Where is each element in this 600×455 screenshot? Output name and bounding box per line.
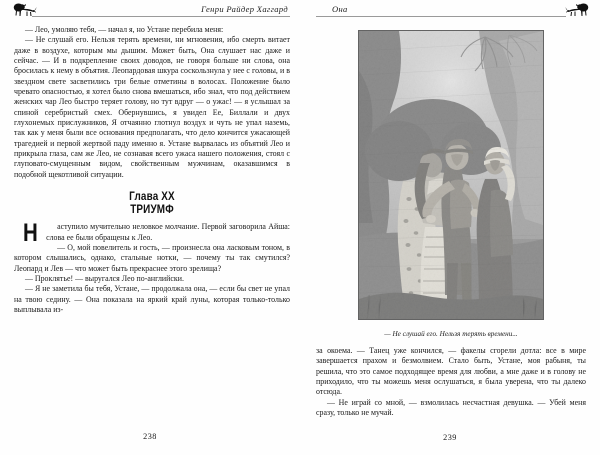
paragraph: — Проклятье! — выругался Лео по-английски.	[25, 274, 184, 284]
header-rule	[316, 16, 566, 17]
paragraph: — Я не заметила бы тебя, Устане, — продолжала она, — если бы свет не упал на твою седину. — Она показала на яркий край луны, которая только-только выплывала из-	[14, 284, 290, 315]
chapter-heading	[14, 191, 290, 216]
running-head-title: Генри Райдер Хаггард	[201, 4, 288, 14]
paragraph-text: аступило мучительно неловкое молчание. Первой заговорила Айша: слова ее были обращены к Лео.	[46, 222, 290, 242]
paragraph: — Не слушай его. Нельзя терять времени, ни мгновения, ибо смерть витает даже в воздухе, которым мы дышим. Может быть, Она слушает нас даже и сейчас. — И в подкрепление своих доводов, не говоря больше ни слова, она бросилась к нему в объятия. Леопардовая шкура соскользнула у нее с головы, и в звездном свете засветились три белые отметины в волосах. Положение было чревато опасностью, я хотел было снова вмешаться, ибо знал, что под действием женских чар Лео быстро теряет голову, но тут вдруг — о ужас! — я услышал за спиной серебристый смех. Обернувшись, я увидел Ее, Биллали и двух глухонемых прислужников, Я отчаянно глотнул воздух и чуть не упал наземь, так как у меня были все основания предполагать, что дело кончится ужасающей трагедией и первой жертвой паду именно я. Устане вырвалась из объятий Лео и прикрыла глаза, сам же Лео, не сознавая всего ужаса нашего положения, стоял с глуповато-смущенным видом, свойственным мужчинам, оказавшимся в подобной щекотливой ситуации.	[14, 35, 290, 179]
header-rule	[32, 16, 290, 17]
drop-cap: Н	[23, 219, 38, 248]
paragraph: за окоема. — Танец уже кончился, — факелы сгорели дотла: все в мире завершается прахом и безмолвием. Стало быть, Устане, моя рабыня, ты решила, что это самое подходящее время для любви, а мне даже и в голову не приходило, что ты можешь меня ослушаться, я была уверена, что ты далеко отсюда.	[316, 346, 586, 397]
lion-icon	[565, 2, 591, 17]
page-number-left: 238	[143, 432, 157, 441]
paragraph: — Не играй со мной, — взмолилась несчастная девушка. — Убей меня сразу, только не мучай.	[316, 397, 586, 418]
chapter-title: ТРИУМФ	[130, 203, 174, 216]
engraving-image	[358, 30, 544, 320]
illustration-figure	[316, 30, 586, 339]
page-right	[300, 0, 600, 455]
chapter-number: Глава XX	[129, 191, 175, 204]
lion-icon	[11, 2, 37, 17]
figure-caption: — Не слушай его. Нельзя терять времени...	[384, 330, 518, 338]
running-head-right	[316, 3, 586, 25]
paragraph: — Лео, умоляю тебя, — начал я, но Устане перебила меня:	[25, 25, 224, 34]
running-head-left	[14, 3, 290, 25]
body-text-left	[14, 25, 290, 315]
paragraph: — О, мой повелитель и гость, — произнесла она ласковым тоном, в котором слышались, однако, стальные нотки, — почему ты так смутился? Леопард и Лев — что может быть прекраснее этого зрелища?	[14, 243, 290, 273]
body-text-right	[316, 346, 586, 418]
paragraph-with-dropcap	[14, 219, 290, 248]
page-number-right: 239	[443, 433, 457, 442]
running-head-title: Она	[332, 4, 348, 14]
